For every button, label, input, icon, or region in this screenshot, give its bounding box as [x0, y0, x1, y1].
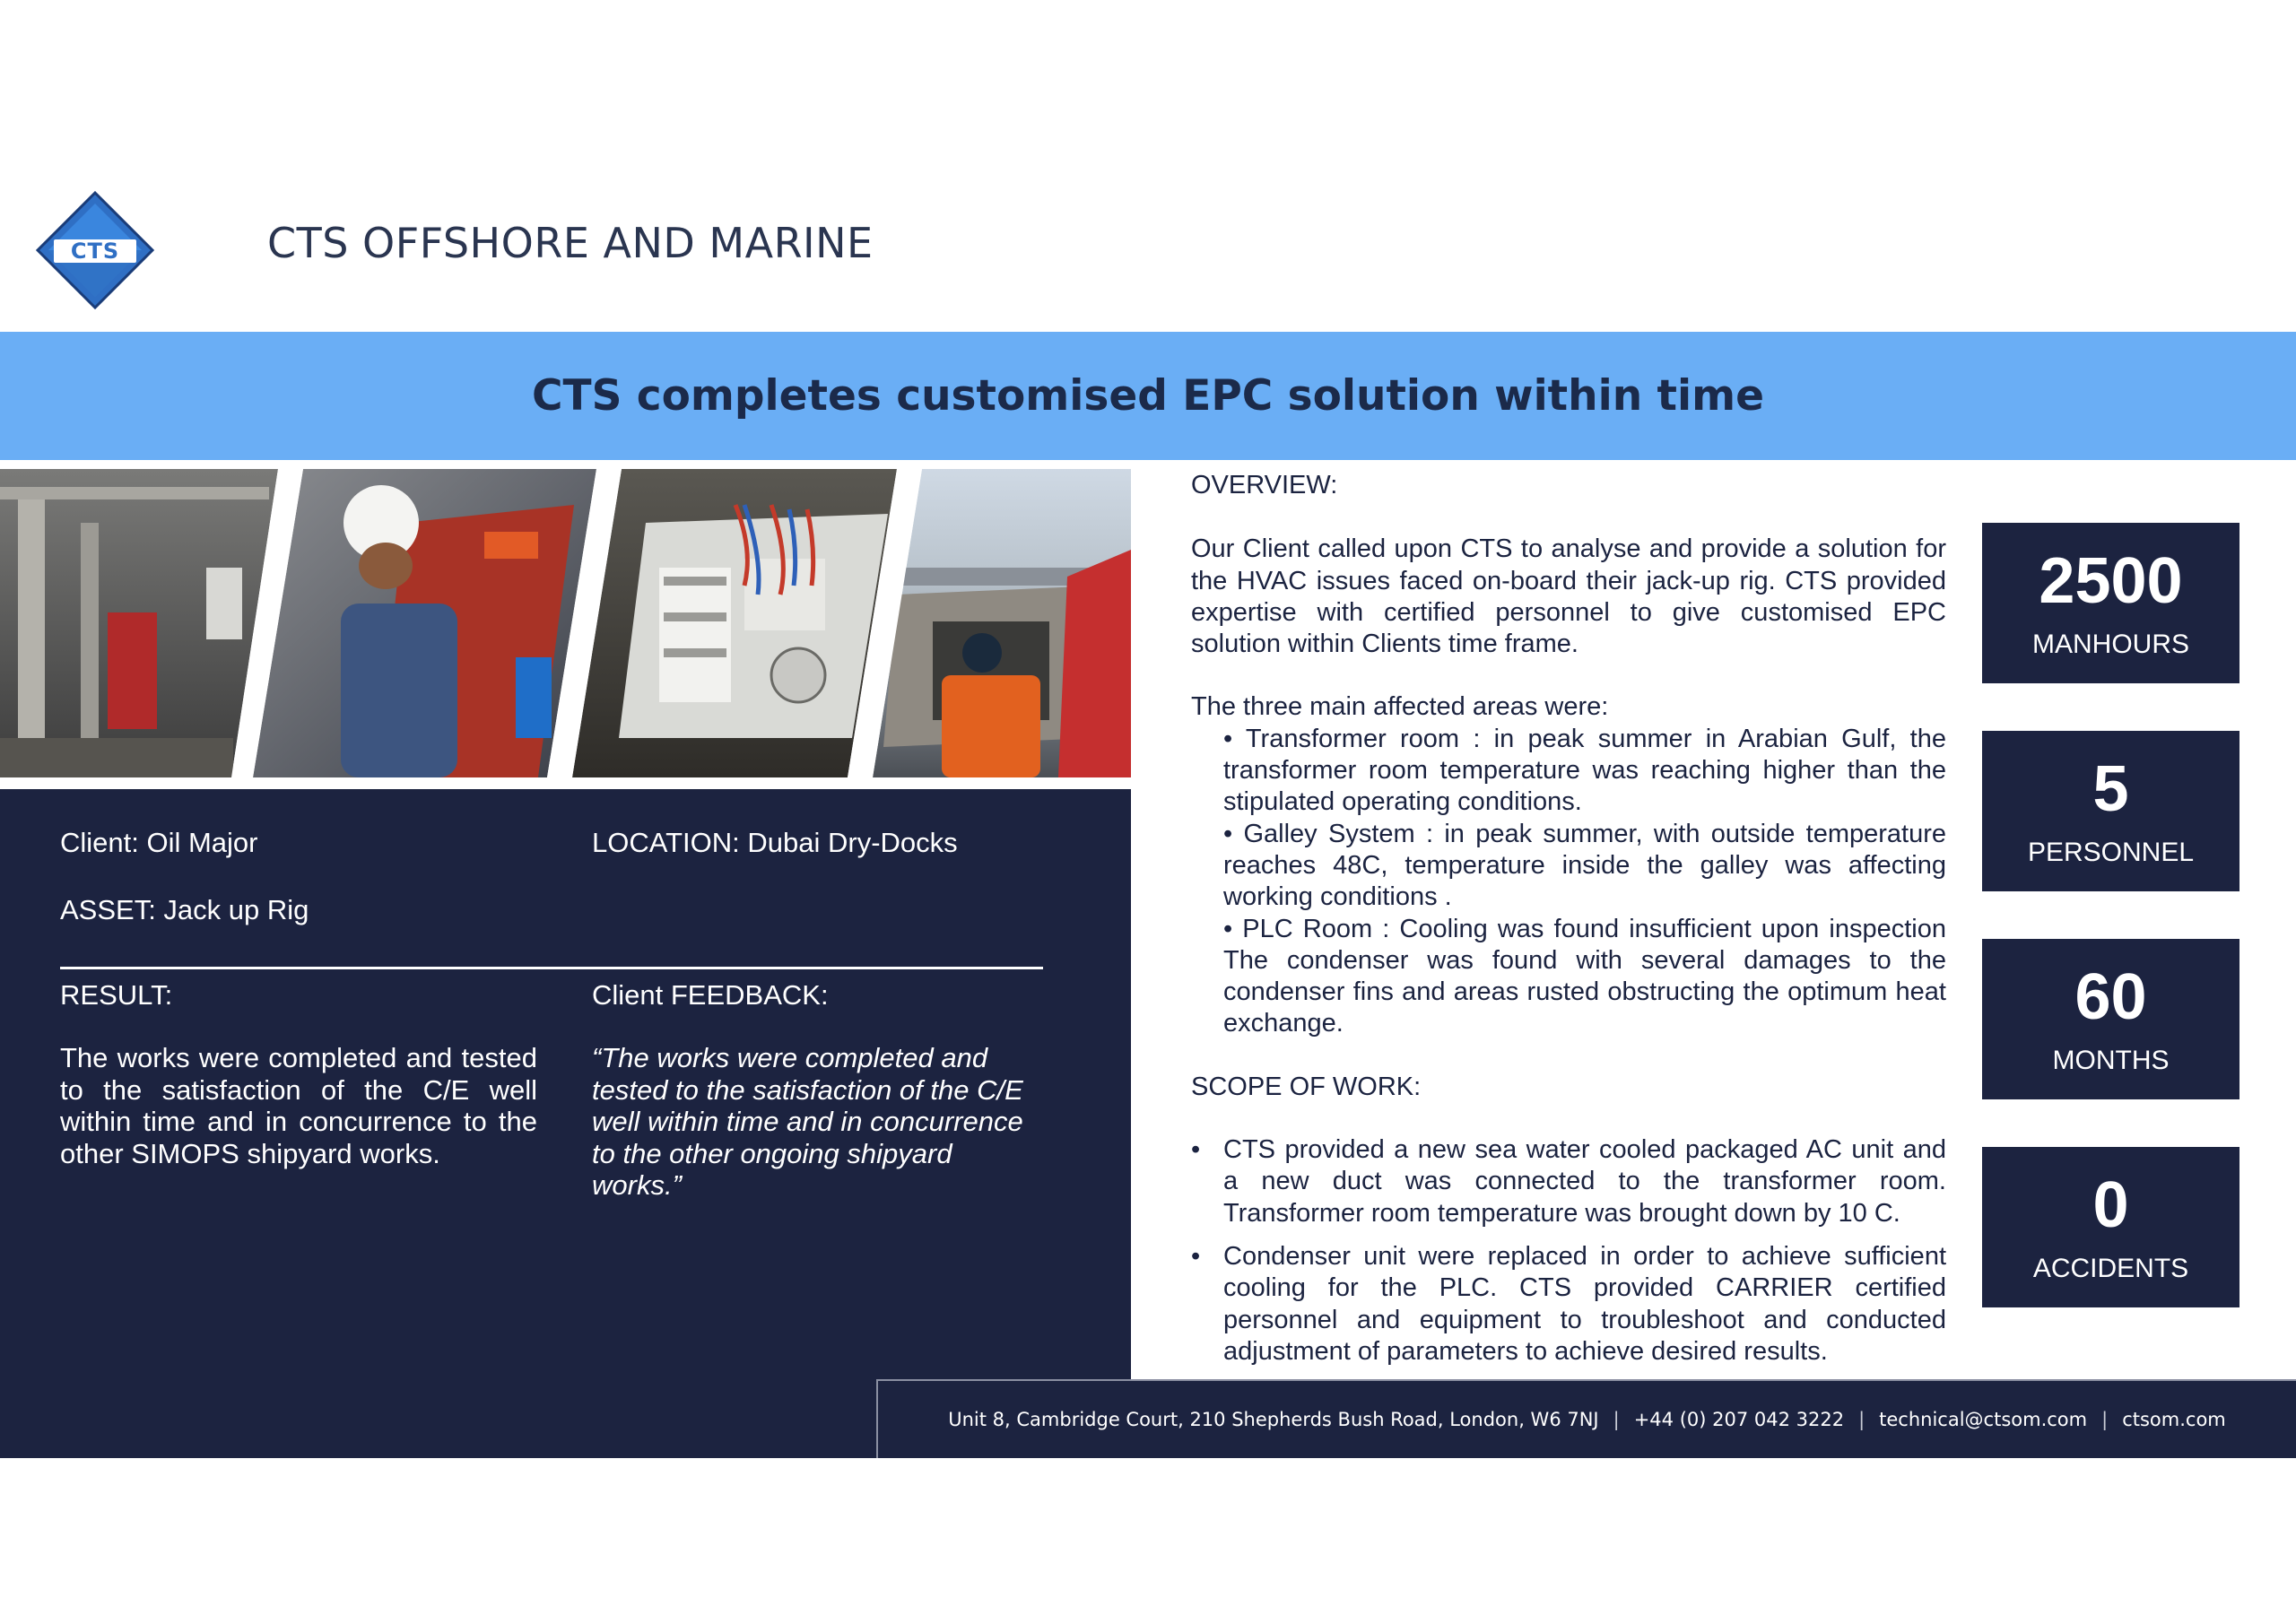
- scope-list: [1191, 1134, 1946, 1368]
- footer-email-link[interactable]: technical@ctsom.com: [1879, 1409, 2088, 1430]
- stat-months: [1982, 939, 2239, 1099]
- feedback-quote: “The works were completed and tested to the satisfaction of the C/E well within time and in concurrence to the other ongoing shipyard works.”: [592, 1042, 1023, 1201]
- photo-electrical-panel: [572, 469, 897, 777]
- photo-ship-interior: [0, 469, 278, 777]
- cts-logo: [36, 191, 154, 309]
- logo-text: CTS: [70, 239, 120, 264]
- company-name: CTS OFFSHORE AND MARINE: [267, 219, 874, 267]
- stat-accidents: [1982, 1147, 2239, 1307]
- scope-item: [1191, 1241, 1946, 1368]
- stat-label: PERSONNEL: [2027, 838, 2195, 867]
- overview-section: [1191, 470, 1946, 1379]
- title-band: [0, 332, 2296, 460]
- client-text: Client: Oil Major: [60, 827, 258, 858]
- area-item: • Transformer room : in peak summer in Arabian Gulf, the transformer room temperature was reaching higher than the stipulated operating conditions.: [1223, 724, 1946, 817]
- stat-manhours: [1982, 523, 2239, 683]
- bullet: •: [1191, 1135, 1201, 1165]
- stat-personnel: [1982, 731, 2239, 891]
- footer-phone[interactable]: +44 (0) 207 042 3222: [1633, 1409, 1845, 1430]
- photo-worker: [253, 469, 596, 777]
- divider: [60, 967, 1043, 969]
- overview-intro: Our Client called upon CTS to analyse and provide a solution for the HVAC issues faced on-board their jack-up rig. CTS provided expertise with certified personnel to give customised EPC solution within Clients time frame.: [1191, 534, 1946, 659]
- footer-contact-bar: [876, 1379, 2296, 1458]
- photo-collage: [0, 469, 1131, 777]
- areas-heading: The three main affected areas were:: [1191, 692, 1609, 722]
- page-title: CTS completes customised EPC solution within time: [532, 371, 1764, 421]
- scope-item-text: Condenser unit were replaced in order to achieve sufficient cooling for the PLC. CTS provided CARRIER certified personnel and equipment to troubleshoot and conducted adjustment of parameters to achieve desired results.: [1223, 1241, 1946, 1366]
- stat-value: 0: [2092, 1169, 2129, 1241]
- footer-separator: |: [1858, 1409, 1866, 1430]
- footer-website-link[interactable]: ctsom.com: [2122, 1409, 2226, 1430]
- footer-separator: |: [1613, 1409, 1620, 1430]
- stat-label: MONTHS: [2052, 1046, 2170, 1075]
- scope-item: [1191, 1134, 1946, 1229]
- stat-label: ACCIDENTS: [2032, 1254, 2189, 1283]
- overview-heading: OVERVIEW:: [1191, 471, 1338, 499]
- stat-value: 2500: [2039, 545, 2183, 617]
- stat-label: MANHOURS: [2031, 630, 2189, 659]
- footer-address: Unit 8, Cambridge Court, 210 Shepherds Bush Road, London, W6 7NJ: [948, 1409, 1599, 1430]
- result-heading: RESULT:: [60, 979, 173, 1011]
- bullet: •: [1191, 1241, 1201, 1271]
- location-text: LOCATION: Dubai Dry-Docks: [592, 827, 958, 858]
- asset-text: ASSET: Jack up Rig: [60, 894, 309, 925]
- stat-value: 60: [2074, 961, 2147, 1033]
- stat-value: 5: [2092, 753, 2129, 825]
- feedback-heading: Client FEEDBACK:: [592, 979, 829, 1011]
- scope-item-text: CTS provided a new sea water cooled packaged AC unit and a new duct was connected to the transformer room. Transformer room temperature was brought down by 10 C.: [1223, 1135, 1946, 1228]
- scope-heading: SCOPE OF WORK:: [1191, 1072, 1422, 1101]
- footer-separator: |: [2101, 1409, 2109, 1430]
- area-item: • PLC Room : Cooling was found insufficient upon inspection The condenser was found with several damages to the condenser fins and areas rusted obstructing the optimum heat exchange.: [1223, 914, 1946, 1038]
- project-info-panel: [0, 789, 1131, 1458]
- area-item: • Galley System : in peak summer, with outside temperature reaches 48C, temperature inside the galley was affecting working conditions .: [1223, 819, 1946, 912]
- result-text: The works were completed and tested to the satisfaction of the C/E well within time and in concurrence to the other SIMOPS shipyard works.: [60, 1042, 537, 1169]
